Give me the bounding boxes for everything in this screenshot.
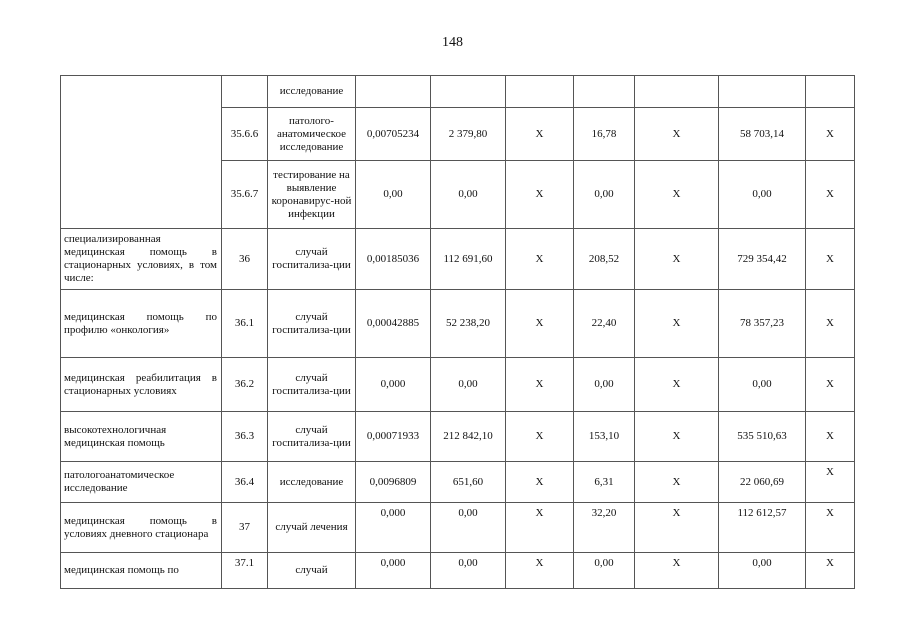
value-cell: 22,40 bbox=[574, 290, 635, 358]
value-cell: X bbox=[635, 290, 719, 358]
code-cell: 36.2 bbox=[222, 358, 268, 412]
table-row bbox=[61, 412, 855, 462]
norm-cell: 0,000 bbox=[356, 503, 431, 553]
value-cell: X bbox=[506, 553, 574, 589]
table-row bbox=[61, 290, 855, 358]
value-cell: X bbox=[506, 161, 574, 229]
value-cell: 0,00 bbox=[574, 358, 635, 412]
cost-cell: 0,00 bbox=[431, 503, 506, 553]
service-name-cell bbox=[61, 76, 222, 229]
value-cell: X bbox=[506, 229, 574, 290]
service-name-cell: высокотехнологичная медицинская помощь bbox=[61, 412, 222, 462]
value-cell bbox=[506, 76, 574, 108]
value-cell: 0,00 bbox=[574, 161, 635, 229]
value-cell: X bbox=[635, 553, 719, 589]
code-cell: 36 bbox=[222, 229, 268, 290]
cost-cell: 0,00 bbox=[431, 358, 506, 412]
code-cell bbox=[222, 76, 268, 108]
norm-cell: 0,00071933 bbox=[356, 412, 431, 462]
tariff-table bbox=[60, 75, 855, 589]
table-row bbox=[61, 229, 855, 290]
value-cell: X bbox=[506, 462, 574, 503]
value-cell: 112 612,57 bbox=[719, 503, 806, 553]
table-row bbox=[61, 553, 855, 589]
value-cell bbox=[574, 76, 635, 108]
value-cell: X bbox=[806, 553, 855, 589]
code-cell: 35.6.6 bbox=[222, 108, 268, 161]
value-cell: 78 357,23 bbox=[719, 290, 806, 358]
value-cell: 22 060,69 bbox=[719, 462, 806, 503]
value-cell: X bbox=[806, 290, 855, 358]
value-cell: 0,00 bbox=[719, 358, 806, 412]
norm-cell bbox=[356, 76, 431, 108]
table-row bbox=[61, 503, 855, 553]
code-cell: 37 bbox=[222, 503, 268, 553]
norm-cell: 0,00705234 bbox=[356, 108, 431, 161]
value-cell: 0,00 bbox=[719, 161, 806, 229]
unit-cell: исследование bbox=[268, 76, 356, 108]
service-name-cell: патологоанатомическое исследование bbox=[61, 462, 222, 503]
table-row bbox=[61, 358, 855, 412]
norm-cell: 0,00185036 bbox=[356, 229, 431, 290]
value-cell: X bbox=[806, 462, 855, 503]
unit-cell: случай госпитализа-ции bbox=[268, 229, 356, 290]
cost-cell bbox=[431, 76, 506, 108]
value-cell: X bbox=[806, 412, 855, 462]
value-cell: X bbox=[806, 161, 855, 229]
value-cell: X bbox=[635, 358, 719, 412]
cost-cell: 0,00 bbox=[431, 161, 506, 229]
table-row bbox=[61, 76, 855, 108]
unit-cell: случай госпитализа-ции bbox=[268, 290, 356, 358]
value-cell: 208,52 bbox=[574, 229, 635, 290]
page-number: 148 bbox=[442, 35, 463, 50]
value-cell bbox=[635, 76, 719, 108]
value-cell: X bbox=[506, 412, 574, 462]
value-cell: 0,00 bbox=[574, 553, 635, 589]
value-cell: X bbox=[506, 108, 574, 161]
code-cell: 36.1 bbox=[222, 290, 268, 358]
unit-cell: случай госпитализа-ции bbox=[268, 412, 356, 462]
value-cell: X bbox=[806, 229, 855, 290]
value-cell: X bbox=[506, 290, 574, 358]
value-cell: 6,31 bbox=[574, 462, 635, 503]
cost-cell: 52 238,20 bbox=[431, 290, 506, 358]
value-cell: 32,20 bbox=[574, 503, 635, 553]
cost-cell: 2 379,80 bbox=[431, 108, 506, 161]
value-cell: X bbox=[635, 412, 719, 462]
value-cell: X bbox=[635, 503, 719, 553]
value-cell: X bbox=[806, 358, 855, 412]
cost-cell: 112 691,60 bbox=[431, 229, 506, 290]
value-cell: X bbox=[506, 503, 574, 553]
code-cell: 37.1 bbox=[222, 553, 268, 589]
norm-cell: 0,000 bbox=[356, 553, 431, 589]
code-cell: 35.6.7 bbox=[222, 161, 268, 229]
service-name-cell: медицинская помощь в условиях дневного стационара bbox=[61, 503, 222, 553]
unit-cell: патолого-анатомическое исследование bbox=[268, 108, 356, 161]
value-cell bbox=[806, 76, 855, 108]
norm-cell: 0,00042885 bbox=[356, 290, 431, 358]
value-cell: X bbox=[635, 229, 719, 290]
norm-cell: 0,00 bbox=[356, 161, 431, 229]
value-cell: 16,78 bbox=[574, 108, 635, 161]
value-cell: X bbox=[806, 503, 855, 553]
value-cell: 729 354,42 bbox=[719, 229, 806, 290]
code-cell: 36.3 bbox=[222, 412, 268, 462]
unit-cell: случай лечения bbox=[268, 503, 356, 553]
value-cell: X bbox=[635, 161, 719, 229]
value-cell: 58 703,14 bbox=[719, 108, 806, 161]
unit-cell: случай bbox=[268, 553, 356, 589]
value-cell: X bbox=[806, 108, 855, 161]
value-cell: X bbox=[506, 358, 574, 412]
unit-cell: исследование bbox=[268, 462, 356, 503]
norm-cell: 0,0096809 bbox=[356, 462, 431, 503]
value-cell bbox=[719, 76, 806, 108]
value-cell: 535 510,63 bbox=[719, 412, 806, 462]
cost-cell: 0,00 bbox=[431, 553, 506, 589]
cost-cell: 651,60 bbox=[431, 462, 506, 503]
service-name-cell: медицинская помощь по профилю «онкология» bbox=[61, 290, 222, 358]
service-name-cell: специализированная медицинская помощь в стационарных условиях, в том числе: bbox=[61, 229, 222, 290]
norm-cell: 0,000 bbox=[356, 358, 431, 412]
cost-cell: 212 842,10 bbox=[431, 412, 506, 462]
service-name-cell: медицинская реабилитация в стационарных условиях bbox=[61, 358, 222, 412]
code-cell: 36.4 bbox=[222, 462, 268, 503]
unit-cell: случай госпитализа-ции bbox=[268, 358, 356, 412]
value-cell: 153,10 bbox=[574, 412, 635, 462]
value-cell: X bbox=[635, 108, 719, 161]
service-name-cell: медицинская помощь по bbox=[61, 553, 222, 589]
value-cell: 0,00 bbox=[719, 553, 806, 589]
table-row bbox=[61, 462, 855, 503]
value-cell: X bbox=[635, 462, 719, 503]
unit-cell: тестирование на выявление коронавирус-ной инфекции bbox=[268, 161, 356, 229]
